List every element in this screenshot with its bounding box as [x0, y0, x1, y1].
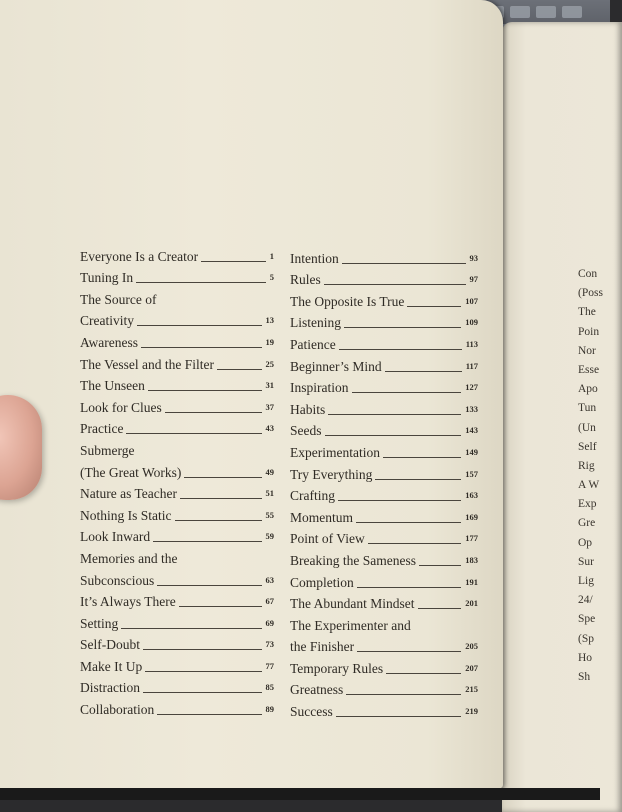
toc-entry: [290, 655, 478, 677]
toc-entry: [80, 329, 274, 351]
keyboard-key: [536, 6, 556, 18]
toc-entry-page-number: 63: [265, 574, 274, 585]
toc-entry-title: Setting: [80, 615, 119, 631]
toc-entry-page-number: 113: [465, 338, 478, 349]
toc-entry: [290, 331, 478, 353]
toc-entry-page-number: 67: [265, 596, 274, 607]
toc-entry-title: Memories and the: [80, 550, 178, 566]
toc-entry-title: Distraction: [80, 680, 140, 696]
right-page-toc-partial: [578, 265, 618, 687]
toc-leader-line: [419, 565, 461, 566]
toc-entry-page-number: 205: [465, 641, 478, 652]
thumb: [0, 395, 42, 500]
right-page-word-fragment: Ho: [578, 651, 593, 664]
toc-leader-line: [201, 261, 266, 262]
toc-leader-line: [136, 282, 266, 283]
toc-entry-page-number: 69: [265, 617, 274, 628]
toc-entry-title: The Opposite Is True: [290, 293, 405, 309]
toc-entry-title: Inspiration: [290, 380, 349, 396]
toc-entry-title: Everyone Is a Creator: [80, 248, 199, 264]
toc-entry: [80, 675, 274, 697]
toc-entry-title: Greatness: [290, 682, 344, 698]
toc-entry-page-number: 19: [265, 336, 274, 347]
toc-leader-line: [143, 649, 262, 650]
toc-entry-title: Intention: [290, 250, 339, 266]
toc-entry: [290, 547, 478, 569]
toc-entry-page-number: 77: [265, 660, 274, 671]
toc-entry: [290, 288, 478, 310]
toc-entry-page-number: 191: [465, 576, 478, 587]
toc-entry-page-number: 177: [465, 533, 478, 544]
toc-leader-line: [357, 587, 462, 588]
toc-leader-line: [383, 457, 461, 458]
toc-entry-page-number: 183: [465, 554, 478, 565]
toc-entry: [80, 416, 274, 438]
toc-entry: [290, 375, 478, 397]
toc-entry-page-number: 163: [465, 490, 478, 501]
right-page-word-fragment: Con: [578, 268, 598, 280]
toc-entry-page-number: 117: [465, 360, 478, 371]
toc-leader-line: [338, 500, 461, 501]
toc-entry-title: The Unseen: [80, 378, 145, 394]
toc-entry-title: Practice: [80, 421, 124, 437]
toc-leader-line: [157, 585, 261, 586]
toc-entry: [80, 589, 274, 611]
toc-entry-page-number: 1: [269, 250, 274, 261]
toc-entry-title: Look Inward: [80, 529, 151, 545]
right-page-word-fragment: (Sp: [578, 632, 594, 645]
keyboard-key: [510, 6, 530, 18]
toc-entry: [80, 610, 274, 632]
toc-entry-title: Make It Up: [80, 658, 143, 674]
toc-entry-title: Momentum: [290, 509, 353, 525]
right-page-word-fragment: Sh: [578, 670, 591, 683]
toc-entry-title: Look for Clues: [80, 399, 162, 415]
toc-entry-title: Creativity: [80, 313, 134, 329]
toc-entry: [290, 526, 478, 548]
toc-entry-page-number: 143: [465, 425, 478, 436]
right-page-word-fragment: (Un: [578, 421, 596, 434]
toc-entry: [290, 698, 478, 720]
toc-entry: [290, 418, 478, 440]
toc-leader-line: [385, 371, 462, 372]
toc-entry: [80, 373, 274, 395]
toc-entry-title: Seeds: [290, 423, 322, 439]
toc-entry-title: Crafting: [290, 488, 335, 504]
toc-entry-title: Self-Doubt: [80, 637, 140, 653]
toc-entry: [290, 634, 478, 656]
toc-leader-line: [357, 651, 461, 652]
toc-leader-line: [165, 412, 262, 413]
toc-entry-title: Breaking the Sameness: [290, 552, 416, 568]
toc-entry: [80, 632, 274, 654]
toc-entry-page-number: 207: [465, 662, 478, 673]
toc-leader-line: [375, 479, 461, 480]
toc-entry-page-number: 55: [265, 509, 274, 520]
toc-entry: [80, 437, 274, 459]
toc-entry: [290, 677, 478, 699]
toc-entry-title: It’s Always There: [80, 594, 176, 610]
toc-entry: [290, 353, 478, 375]
toc-entry-title: The Source of: [80, 291, 157, 307]
right-page-word-fragment: 24/: [578, 594, 593, 607]
right-page-word-fragment: Lig: [578, 575, 594, 587]
toc-entry-title: Nothing Is Static: [80, 507, 172, 523]
toc-entry-page-number: 5: [269, 272, 274, 283]
toc-entry-title: Try Everything: [290, 466, 373, 482]
right-page-word-fragment: Nor: [578, 344, 596, 357]
toc-leader-line: [179, 606, 262, 607]
right-page-word-fragment: Gre: [578, 517, 596, 530]
toc-entry-page-number: 157: [465, 468, 478, 479]
toc-leader-line: [324, 284, 466, 285]
toc-entry-page-number: 215: [465, 684, 478, 695]
toc-entry-title: Habits: [290, 401, 326, 417]
toc-entry-page-number: 13: [265, 315, 274, 326]
toc-leader-line: [217, 369, 262, 370]
toc-entry-title: Nature as Teacher: [80, 486, 177, 502]
toc-entry: [80, 308, 274, 330]
toc-leader-line: [175, 520, 262, 521]
toc-entry-title: Collaboration: [80, 702, 155, 718]
right-page-word-fragment: The: [578, 306, 596, 319]
toc-leader-line: [342, 263, 466, 264]
toc-leader-line: [344, 327, 461, 328]
toc-entry-page-number: 109: [465, 317, 478, 328]
toc-entry: [80, 481, 274, 503]
toc-entry-page-number: 89: [265, 704, 274, 715]
toc-leader-line: [352, 392, 462, 393]
toc-entry-page-number: 97: [469, 274, 478, 285]
toc-leader-line: [145, 671, 261, 672]
toc-entry-page-number: 25: [265, 358, 274, 369]
toc-entry: [290, 439, 478, 461]
toc-leader-line: [356, 522, 461, 523]
toc-entry-title: The Abundant Mindset: [290, 596, 415, 612]
toc-entry-page-number: 43: [265, 423, 274, 434]
toc-leader-line: [137, 325, 262, 326]
toc-column-left: [80, 243, 274, 718]
right-page-word-fragment: Self: [578, 440, 597, 453]
toc-entry-page-number: 73: [265, 639, 274, 650]
toc-entry: [290, 267, 478, 289]
toc-leader-line: [153, 541, 261, 542]
toc-entry: [290, 612, 478, 634]
right-page-word-fragment: A W: [578, 479, 600, 492]
toc-leader-line: [346, 694, 461, 695]
right-page-word-fragment: Sur: [578, 555, 594, 568]
page-bottom-edge: [0, 788, 600, 800]
toc-entry: [80, 265, 274, 287]
toc-entry-page-number: 133: [465, 403, 478, 414]
toc-entry: [80, 459, 274, 481]
toc-leader-line: [121, 628, 261, 629]
toc-entry-title: Awareness: [80, 334, 138, 350]
toc-entry: [290, 569, 478, 591]
toc-entry-title: The Vessel and the Filter: [80, 356, 214, 372]
toc-entry-title: Completion: [290, 574, 354, 590]
toc-entry-title: Experimentation: [290, 444, 380, 460]
toc-entry-page-number: 51: [265, 488, 274, 499]
toc-leader-line: [148, 390, 262, 391]
right-page-word-fragment: Rig: [578, 459, 595, 472]
toc-entry: [290, 310, 478, 332]
right-page-word-fragment: Apo: [578, 383, 598, 396]
right-page-word-fragment: Poin: [578, 325, 600, 338]
toc-entry-title: (The Great Works): [80, 464, 182, 480]
right-page-word-fragment: Spe: [578, 613, 596, 626]
toc-entry-title: Beginner’s Mind: [290, 358, 382, 374]
toc-column-middle: [290, 245, 478, 720]
toc-leader-line: [157, 714, 261, 715]
toc-entry: [80, 567, 274, 589]
toc-entry-title: Rules: [290, 272, 321, 288]
toc-leader-line: [336, 716, 462, 717]
toc-entry: [290, 483, 478, 505]
right-page-word-fragment: Op: [578, 536, 593, 549]
toc-entry-title: Temporary Rules: [290, 660, 384, 676]
toc-entry-title: The Experimenter and: [290, 617, 411, 633]
toc-leader-line: [407, 306, 461, 307]
toc-entry: [80, 286, 274, 308]
toc-entry-title: the Finisher: [290, 639, 355, 655]
toc-entry-title: Point of View: [290, 531, 365, 547]
toc-entry: [80, 243, 274, 265]
right-page-word-fragment: (Poss: [578, 287, 603, 300]
toc-leader-line: [180, 498, 262, 499]
toc-entry: [80, 524, 274, 546]
right-page-word-fragment: Esse: [578, 363, 600, 376]
toc-entry-page-number: 49: [265, 466, 274, 477]
toc-entry-page-number: 107: [465, 295, 478, 306]
toc-entry-page-number: 169: [465, 511, 478, 522]
toc-leader-line: [368, 543, 462, 544]
toc-leader-line: [339, 349, 462, 350]
toc-entry-page-number: 59: [265, 531, 274, 542]
toc-entry-page-number: 149: [465, 446, 478, 457]
toc-leader-line: [184, 477, 261, 478]
toc-entry-title: Subconscious: [80, 572, 155, 588]
right-page-word-fragment: Tun: [578, 402, 597, 415]
toc-entry-page-number: 31: [265, 380, 274, 391]
toc-leader-line: [386, 673, 461, 674]
keyboard-key: [562, 6, 582, 18]
toc-entry-title: Patience: [290, 336, 336, 352]
toc-entry: [80, 502, 274, 524]
toc-entry: [80, 545, 274, 567]
toc-entry-page-number: 219: [465, 706, 478, 717]
toc-entry-title: Submerge: [80, 442, 135, 458]
toc-entry: [80, 351, 274, 373]
toc-entry: [290, 591, 478, 613]
toc-entry-title: Listening: [290, 315, 341, 331]
toc-leader-line: [143, 692, 262, 693]
toc-entry: [80, 394, 274, 416]
toc-leader-line: [126, 433, 261, 434]
toc-entry-page-number: 85: [265, 682, 274, 693]
toc-entry-page-number: 201: [465, 598, 478, 609]
toc-entry-title: Tuning In: [80, 270, 134, 286]
toc-entry-page-number: 93: [469, 252, 478, 263]
toc-leader-line: [325, 435, 462, 436]
toc-leader-line: [328, 414, 461, 415]
toc-entry: [290, 245, 478, 267]
toc-leader-line: [141, 347, 262, 348]
toc-entry: [290, 461, 478, 483]
toc-entry-title: Success: [290, 704, 333, 720]
toc-entry: [290, 396, 478, 418]
toc-entry: [80, 696, 274, 718]
toc-entry-page-number: 127: [465, 382, 478, 393]
toc-entry: [290, 504, 478, 526]
toc-leader-line: [418, 608, 462, 609]
right-page-word-fragment: Exp: [578, 498, 597, 511]
toc-entry: [80, 653, 274, 675]
toc-entry-page-number: 37: [265, 401, 274, 412]
